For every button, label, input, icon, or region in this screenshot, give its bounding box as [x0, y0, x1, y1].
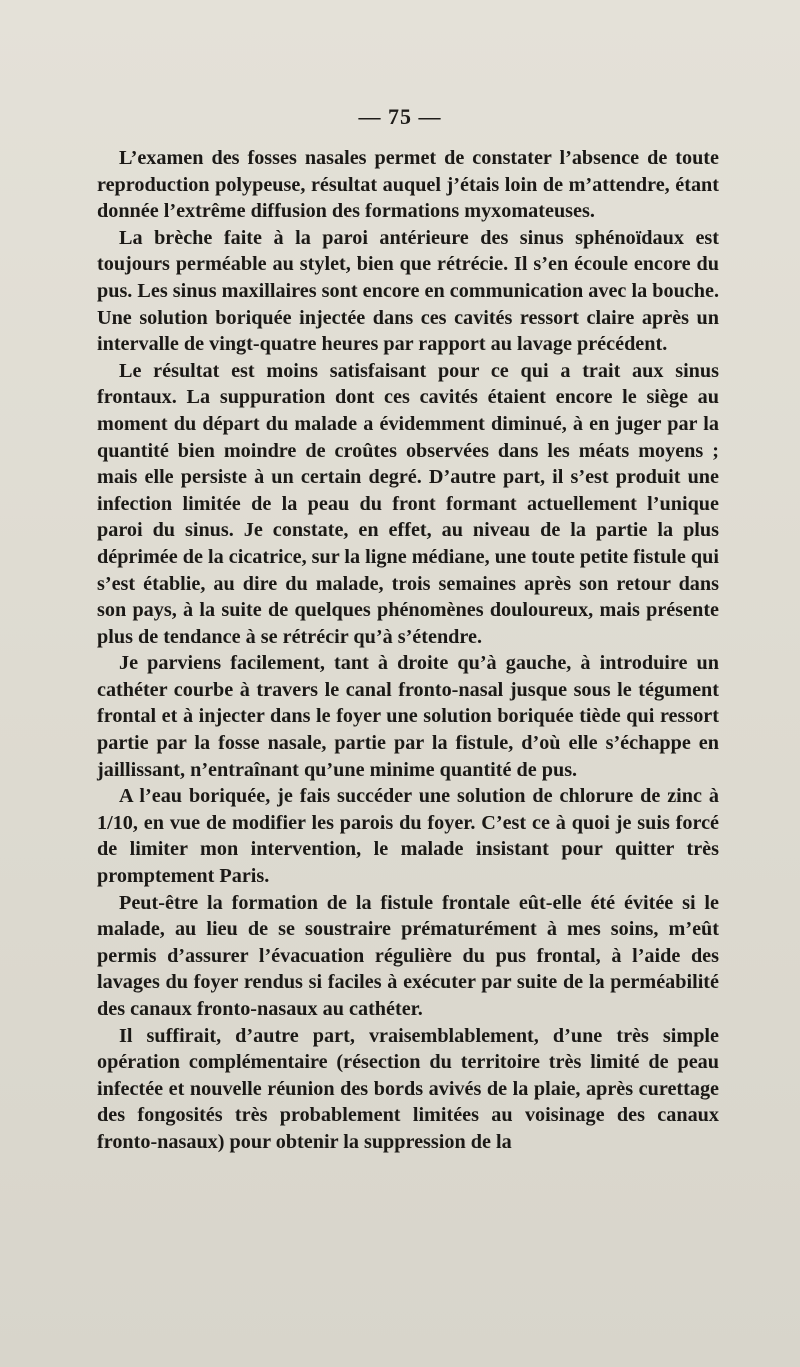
paragraph-6: Peut-être la formation de la fistule frontale eût-elle été évitée si le malade, au lieu de se soustraire prématurément à mes soins, m’eût permis d’assurer l’évacuation régulière du pus frontal, à l’aide des lavages du foyer rendus si faciles à exécuter par suite de la perméabilité des canaux fronto-nasaux au cathéter. — [97, 891, 719, 1020]
paragraph-4: Je parviens facilement, tant à droite qu’à gauche, à introduire un cathéter courbe à travers le canal fronto-nasal jusque sous le tégument frontal et à injecter dans le foyer une solution boriquée tiède qui ressort partie par la fosse nasale, partie par la fistule, d’où elle s’échappe en jaillissant, n’entraînant qu’une minime quantité de pus. — [97, 652, 719, 781]
paragraph-2: La brèche faite à la paroi antérieure des sinus sphénoïdaux est toujours perméable au stylet, bien que rétrécie. Il s’en écoule encore du pus. Les sinus maxillaires sont encore en communication avec la bouche. Une solution boriquée injectée dans ces cavités ressort claire après un intervalle de vingt-quatre heures par rapport au lavage précédent. — [97, 226, 719, 356]
paragraph-3: Le résultat est moins satisfaisant pour ce qui a trait aux sinus frontaux. La suppuration dont ces cavités étaient encore le siège au moment du départ du malade a évidemment diminué, à en juger par la quantité bien moindre de croûtes observées dans les méats moyens ; mais elle persiste à un certain degré. D’autre part, il s’est produit une infection limitée de la peau du front formant actuellement l’unique paroi du sinus. Je constate, en effet, au niveau de la partie la plus déprimée de la cicatrice, sur la ligne médiane, une toute petite fistule qui s’est établie, au dire du malade, trois semaines après son retour dans son pays, à la suite de quelques phénomènes douloureux, mais présente plus de tendance à se rétrécir qu’à s’étendre. — [97, 359, 719, 648]
paragraph-5: A l’eau boriquée, je fais succéder une solution de chlorure de zinc à 1/10, en vue de modifier les parois du foyer. C’est ce à quoi je suis forcé de limiter mon intervention, le malade insistant pour quitter très promptement Paris. — [97, 785, 719, 888]
page-number: — 75 — — [358, 104, 442, 129]
body-text — [97, 145, 719, 1156]
paragraph-7: Il suffirait, d’autre part, vraisemblablement, d’une très simple opération complémentaire (résection du territoire très limité de peau infectée et nouvelle réunion des bords avivés de la plaie, après curettage des fongosités très probablement limitées au voisinage des canaux fronto-nasaux) pour obtenir la suppression de la — [97, 1024, 719, 1153]
paragraph-1: L’examen des fosses nasales permet de constater l’absence de toute reproduction polypeuse, résultat auquel j’étais loin de m’attendre, étant donnée l’extrême diffusion des formations myxomateuses. — [97, 147, 719, 223]
